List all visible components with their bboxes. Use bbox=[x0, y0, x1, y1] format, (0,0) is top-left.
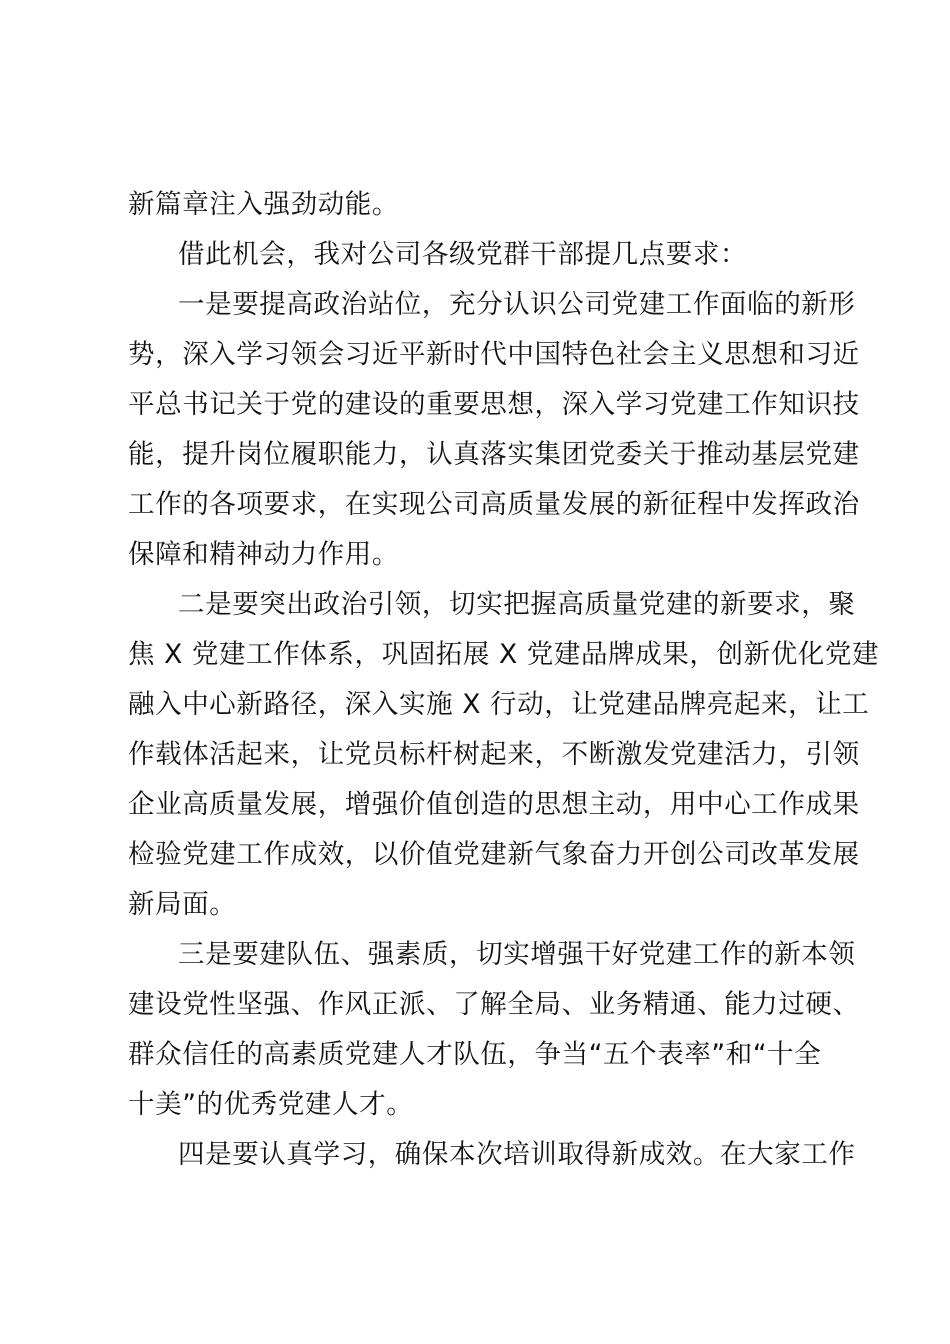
text-line: 作载体活起来，让党员标杆树起来，不断激发党建活力，引领 bbox=[128, 739, 860, 770]
text-line: 新局面。 bbox=[128, 889, 237, 920]
text-line: 群众信任的高素质党建人才队伍，争当“五个表率”和“十全 bbox=[128, 1039, 822, 1070]
text-line: 企业高质量发展，增强价值创造的思想主动，用中心工作成果 bbox=[128, 789, 860, 820]
text-line: 十美”的优秀党建人才。 bbox=[128, 1089, 414, 1120]
text-line: 焦 X 党建工作体系，巩固拓展 X 党建品牌成果，创新优化党建 bbox=[128, 639, 880, 670]
text-line: 势，深入学习领会习近平新时代中国特色社会主义思想和习近 bbox=[128, 339, 860, 370]
paragraph-first-line: 二是要突出政治引领，切实把握高质量党建的新要求，聚 bbox=[178, 589, 856, 620]
text-line: 检验党建工作成效，以价值党建新气象奋力开创公司改革发展 bbox=[128, 839, 860, 870]
paragraph-first-line: 三是要建队伍、强素质，切实增强干好党建工作的新本领 bbox=[178, 939, 856, 970]
paragraph-first-line: 借此机会，我对公司各级党群干部提几点要求： bbox=[178, 239, 748, 270]
paragraph-first-line: 四是要认真学习，确保本次培训取得新成效。在大家工作 bbox=[178, 1139, 856, 1170]
paragraph-first-line: 一是要提高政治站位，充分认识公司党建工作面临的新形 bbox=[178, 289, 856, 320]
text-line: 新篇章注入强劲动能。 bbox=[128, 189, 399, 220]
text-line: 工作的各项要求，在实现公司高质量发展的新征程中发挥政治 bbox=[128, 489, 860, 520]
text-line: 平总书记关于党的建设的重要思想，深入学习党建工作知识技 bbox=[128, 389, 860, 420]
text-line: 建设党性坚强、作风正派、了解全局、业务精通、能力过硬、 bbox=[128, 989, 860, 1020]
text-line: 能，提升岗位履职能力，认真落实集团党委关于推动基层党建 bbox=[128, 439, 860, 470]
text-line: 保障和精神动力作用。 bbox=[128, 539, 399, 570]
text-line: 融入中心新路径，深入实施 X 行动，让党建品牌亮起来，让工 bbox=[128, 689, 870, 720]
